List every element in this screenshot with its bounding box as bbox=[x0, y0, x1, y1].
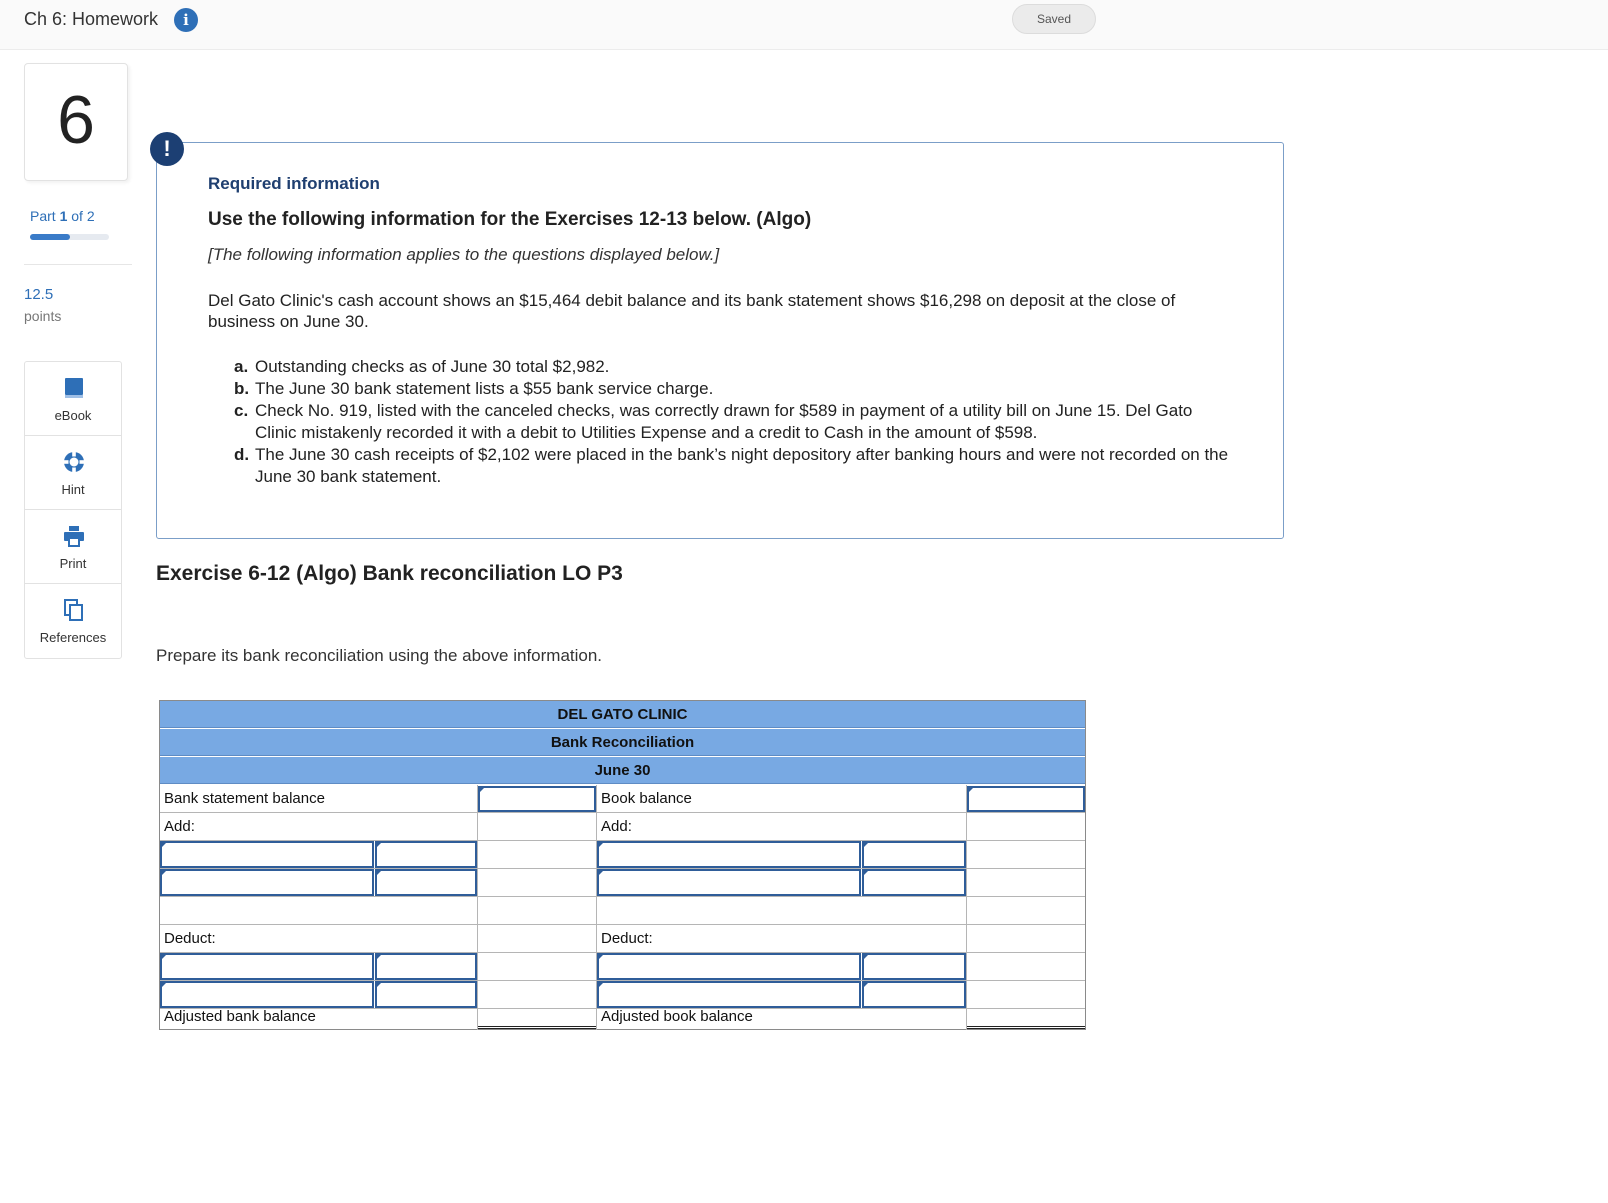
intro-paragraph: Del Gato Clinic's cash account shows an $15,464 debit balance and its bank statement shows $16,298 on deposit at the close of business on June 30. bbox=[208, 291, 1176, 331]
book-balance-label: Book balance bbox=[601, 790, 692, 807]
adjusted-bank-balance-total[interactable] bbox=[478, 1026, 596, 1029]
date-header: June 30 bbox=[160, 757, 1085, 784]
book-add-description-input[interactable] bbox=[597, 841, 861, 868]
part-total: of 2 bbox=[71, 208, 95, 224]
ebook-label: eBook bbox=[54, 408, 92, 423]
column-divider bbox=[966, 785, 967, 1030]
question-number-card bbox=[24, 63, 128, 181]
top-bar bbox=[0, 0, 1608, 50]
list-item bbox=[234, 444, 1234, 488]
bank-deduct-description-input[interactable] bbox=[160, 953, 374, 980]
bank-statement-balance-input[interactable] bbox=[478, 786, 596, 812]
book-deduct-amount-input[interactable] bbox=[862, 981, 966, 1008]
bank-deduct-label: Deduct: bbox=[164, 930, 216, 947]
ebook-button[interactable] bbox=[25, 362, 121, 436]
list-item bbox=[234, 400, 1234, 444]
question-number: 6 bbox=[57, 82, 95, 158]
use-info-heading: Use the following information for the Exercises 12-13 below. (Algo) bbox=[208, 209, 812, 230]
book-deduct-amount-input[interactable] bbox=[862, 953, 966, 980]
fact-text: Check No. 919, listed with the canceled checks, was correctly drawn for $589 in payment of a utility bill on June 15. Del Gato Clinic mistakenly recorded it with a debit to Utilities Expense and a credit to Cash in the amount of $598. bbox=[255, 401, 1193, 442]
bank-deduct-amount-input[interactable] bbox=[375, 981, 477, 1008]
book-add-label: Add: bbox=[601, 818, 632, 835]
bank-add-amount-input[interactable] bbox=[375, 869, 477, 896]
print-button[interactable] bbox=[25, 510, 121, 584]
copy-icon bbox=[62, 598, 86, 622]
column-divider bbox=[477, 785, 478, 1030]
facts-list bbox=[234, 356, 1234, 488]
fact-text: Outstanding checks as of June 30 total $2,982. bbox=[255, 357, 610, 376]
references-button[interactable] bbox=[25, 584, 121, 658]
print-label: Print bbox=[59, 556, 87, 571]
book-add-description-input[interactable] bbox=[597, 869, 861, 896]
info-icon[interactable]: i bbox=[174, 8, 198, 32]
bank-add-label: Add: bbox=[164, 818, 195, 835]
points-label: points bbox=[24, 308, 62, 324]
bank-statement-balance-label: Bank statement balance bbox=[164, 790, 325, 807]
book-add-amount-input[interactable] bbox=[862, 841, 966, 868]
part-progress-bar bbox=[30, 234, 109, 240]
required-info-heading: Required information bbox=[208, 174, 380, 193]
part-word: Part bbox=[30, 208, 56, 224]
saved-status-badge: Saved bbox=[1012, 4, 1096, 34]
points-value: 12.5 bbox=[24, 286, 54, 303]
printer-icon bbox=[62, 524, 86, 548]
list-item bbox=[234, 378, 1234, 400]
assignment-title: Ch 6: Homework bbox=[24, 9, 159, 29]
exercise-prompt: Prepare its bank reconciliation using the above information. bbox=[156, 646, 603, 665]
book-balance-input[interactable] bbox=[967, 786, 1085, 812]
list-item bbox=[234, 356, 1234, 378]
book-deduct-description-input[interactable] bbox=[597, 953, 861, 980]
bank-deduct-amount-input[interactable] bbox=[375, 953, 477, 980]
applies-note: [The following information applies to the questions displayed below.] bbox=[208, 245, 720, 264]
fact-key: c. bbox=[234, 401, 249, 420]
alert-icon: ! bbox=[150, 132, 184, 166]
rail-divider bbox=[24, 264, 132, 265]
book-add-amount-input[interactable] bbox=[862, 869, 966, 896]
fact-text: The June 30 cash receipts of $2,102 were placed in the bank’s night depository after banking hours and were not recorded on the June 30 bank statement. bbox=[255, 445, 1229, 486]
book-icon bbox=[62, 376, 86, 400]
book-deduct-label: Deduct: bbox=[601, 930, 653, 947]
exercise-title: Exercise 6-12 (Algo) Bank reconciliation LO P3 bbox=[156, 562, 623, 585]
row-divider bbox=[160, 896, 1085, 897]
references-label: References bbox=[39, 630, 107, 645]
statement-title-header: Bank Reconciliation bbox=[160, 729, 1085, 756]
lifebuoy-icon bbox=[62, 450, 86, 474]
adjusted-book-balance-total[interactable] bbox=[967, 1026, 1085, 1029]
part-indicator bbox=[30, 208, 95, 224]
adjusted-book-balance-label: Adjusted book balance bbox=[601, 1008, 753, 1025]
fact-text: The June 30 bank statement lists a $55 bank service charge. bbox=[255, 379, 714, 398]
tools-panel bbox=[24, 361, 122, 659]
adjusted-bank-balance-label: Adjusted bank balance bbox=[164, 1008, 316, 1025]
bank-add-description-input[interactable] bbox=[160, 841, 374, 868]
bank-add-amount-input[interactable] bbox=[375, 841, 477, 868]
hint-label: Hint bbox=[61, 482, 85, 497]
part-current: 1 bbox=[59, 208, 68, 224]
company-name-header: DEL GATO CLINIC bbox=[160, 701, 1085, 728]
part-progress-fill bbox=[30, 234, 70, 240]
bank-add-description-input[interactable] bbox=[160, 869, 374, 896]
fact-key: b. bbox=[234, 379, 250, 398]
fact-key: d. bbox=[234, 445, 250, 464]
bank-reconciliation-table bbox=[159, 700, 1086, 1030]
fact-key: a. bbox=[234, 357, 249, 376]
hint-button[interactable] bbox=[25, 436, 121, 510]
